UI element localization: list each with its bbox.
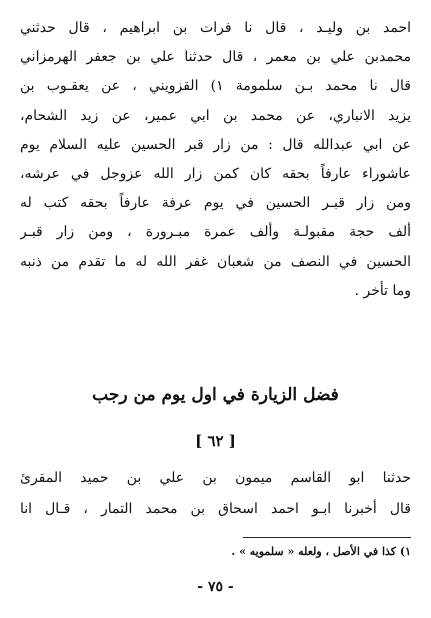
text-line: محمدبن علي بن معمر ، قال حدثنا علي بن جعفر الهرمزاني [20,49,411,66]
text-line: عاشوراء عارفاً بحقه كان كمن زار الله عزوجل في عرشه، [20,165,411,182]
text-line: يزيد الانباري، عن محمد بن ابي عمير، عن زيد الشحام، [20,107,411,124]
text-line: حدثنا ابو القاسم ميمون بن علي بن حميد المقرئ [20,470,411,486]
hadith-text-block [20,14,411,306]
footnote-divider [243,537,411,538]
text-line: الحسين في النصف من شعبان غفر الله له ما تقدم من ذنبه [20,253,411,270]
text-line: احمد بن وليـد ، قال نا فرات بن ابراهيم ، قال حدثني [20,20,411,36]
page-number: - ٧٥ - [197,579,234,595]
text-line: عن ابي عبدالله قال : من زار قبر الحسين عليه السلام يوم [20,136,411,153]
hadith-number: [ ٦٢ ] [195,432,236,450]
text-line: قال أخبرنا ابـو احمد اسحاق بن محمد التمار ، قـال انا [20,501,411,517]
section-heading: فضل الزيارة في اول يوم من رجب [92,385,339,405]
text-line: ألف حجة مقبولـة وألف عمرة مبـرورة ، ومن زار قبـر [20,224,411,241]
text-line: وما تأخر . [354,282,411,299]
footnote: ١) كذا في الأصل ، ولعله « سلمويه » . [231,545,411,558]
hadith-text-block-2 [20,463,411,525]
text-line: ومن زار قبـر الحسين في يوم عرفة عارفاً بحقه كتب له [20,195,411,212]
text-line: قال نا محمد بـن سلمومة ١) القزويني ، عن يعقـوب بن [20,78,411,95]
